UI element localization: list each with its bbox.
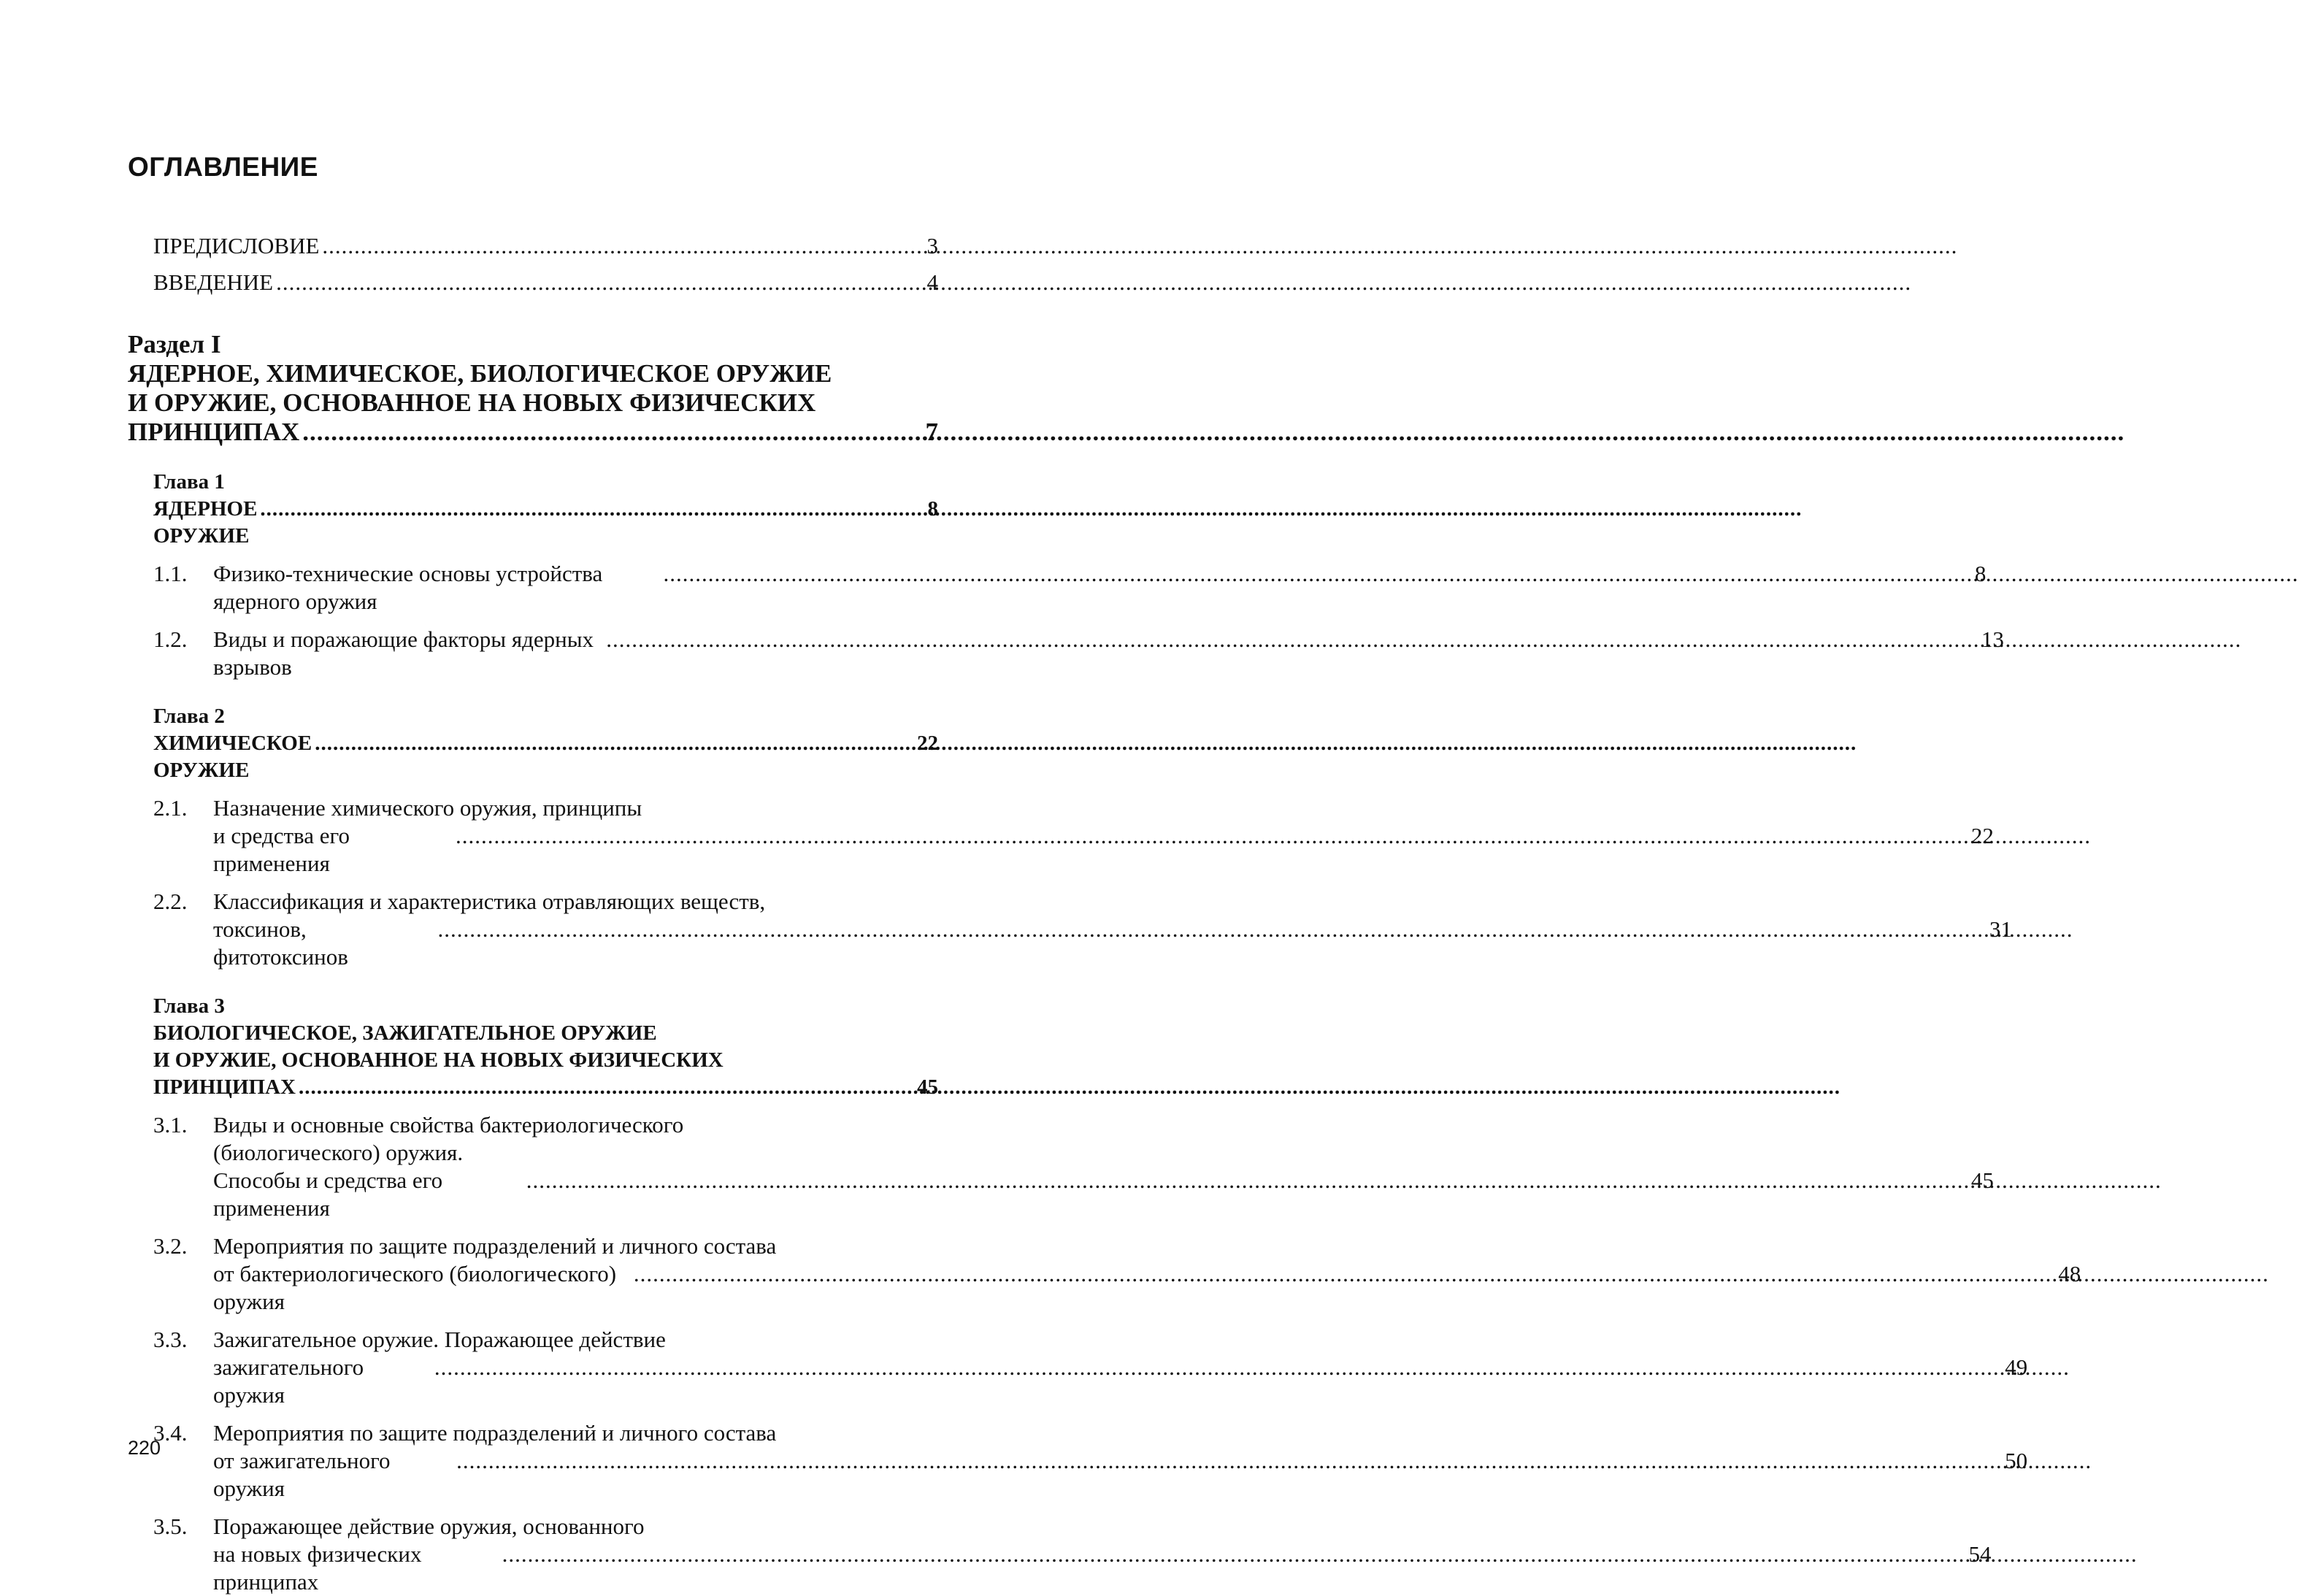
item-page: 22 bbox=[1970, 823, 1994, 848]
item-page: 54 bbox=[1968, 1541, 1992, 1567]
leader-dots bbox=[606, 626, 1978, 653]
section-title-line: ЯДЕРНОЕ, ХИМИЧЕСКОЕ, БИОЛОГИЧЕСКОЕ ОРУЖИЕ bbox=[128, 359, 832, 388]
item-title-line: Физико-технические основы устройства ядерного оружия bbox=[213, 561, 603, 614]
chapter-heading: Глава 3 bbox=[153, 994, 225, 1018]
toc-chapter-3[interactable] bbox=[153, 993, 2081, 1596]
toc-entry-preface[interactable] bbox=[128, 232, 938, 260]
table-of-contents bbox=[128, 232, 2081, 1596]
item-title-line: Зажигательное оружие. Поражающее действие bbox=[213, 1327, 666, 1352]
chapter-title-line: ЯДЕРНОЕ ОРУЖИЕ bbox=[153, 497, 258, 548]
toc-entry-page: 3 bbox=[926, 233, 938, 258]
item-title-line: зажигательного оружия bbox=[213, 1354, 364, 1408]
item-title-line: на новых физических принципах bbox=[213, 1541, 422, 1595]
leader-dots bbox=[437, 916, 1986, 943]
toc-entry-page: 4 bbox=[926, 269, 938, 295]
item-title-line: от зажигательного оружия bbox=[213, 1448, 391, 1501]
chapter-title-row bbox=[153, 1074, 938, 1101]
chapter-title-row bbox=[153, 496, 938, 550]
section-heading: Раздел I bbox=[128, 330, 221, 358]
item-title-line: Способы и средства его применения bbox=[213, 1167, 443, 1221]
item-number: 3.5. bbox=[153, 1513, 188, 1539]
chapter-title-line: И ОРУЖИЕ, ОСНОВАННОЕ НА НОВЫХ ФИЗИЧЕСКИХ bbox=[153, 1048, 724, 1072]
toc-item-3-3[interactable] bbox=[153, 1326, 2028, 1409]
leader-dots bbox=[260, 496, 924, 523]
item-number: 3.4. bbox=[153, 1420, 188, 1446]
chapter-title-line: ПРИНЦИПАХ bbox=[153, 1075, 296, 1099]
item-title-line: Мероприятия по защите подразделений и личного состава bbox=[213, 1233, 777, 1259]
item-page: 49 bbox=[2005, 1354, 2028, 1380]
toc-item-2-1[interactable] bbox=[153, 794, 1994, 878]
chapter-title-row bbox=[153, 730, 938, 784]
section-title-line: ПРИНЦИПАХ bbox=[128, 418, 300, 446]
section-title-line: И ОРУЖИЕ, ОСНОВАННОЕ НА НОВЫХ ФИЗИЧЕСКИХ bbox=[128, 388, 816, 417]
toc-item-1-1[interactable] bbox=[153, 560, 1987, 615]
chapter-heading: Глава 2 bbox=[153, 705, 225, 728]
item-number: 1.2. bbox=[153, 626, 188, 652]
item-page: 45 bbox=[1970, 1167, 1994, 1193]
toc-entry-label: ПРЕДИСЛОВИЕ bbox=[153, 233, 320, 258]
item-title-line: Мероприятия по защите подразделений и личного состава bbox=[213, 1420, 777, 1446]
toc-chapter-1[interactable] bbox=[153, 469, 2004, 681]
item-page: 8 bbox=[1974, 561, 1987, 586]
chapter-heading: Глава 1 bbox=[153, 470, 225, 494]
item-title-line: Классификация и характеристика отравляющих веществ, bbox=[213, 889, 766, 914]
item-title-line: Виды и поражающие факторы ядерных взрывов bbox=[213, 626, 594, 680]
item-number: 3.1. bbox=[153, 1112, 188, 1137]
item-title-line: токсинов, фитотоксинов bbox=[213, 916, 348, 970]
leader-dots bbox=[276, 269, 924, 296]
item-page: 50 bbox=[2005, 1448, 2028, 1473]
page-title: ОГЛАВЛЕНИЕ bbox=[128, 152, 318, 182]
leader-dots bbox=[299, 1074, 914, 1101]
chapter-page: 8 bbox=[927, 497, 938, 521]
toc-item-3-2[interactable] bbox=[153, 1232, 2081, 1316]
item-page: 31 bbox=[1989, 916, 2012, 942]
item-number: 3.3. bbox=[153, 1327, 188, 1352]
item-number: 2.2. bbox=[153, 889, 188, 914]
item-number: 3.2. bbox=[153, 1233, 188, 1259]
leader-dots bbox=[434, 1354, 2002, 1381]
item-title-line: (биологического) оружия. bbox=[213, 1140, 464, 1165]
leader-dots bbox=[664, 560, 1972, 588]
chapter-title-line: БИОЛОГИЧЕСКОЕ, ЗАЖИГАТЕЛЬНОЕ ОРУЖИЕ bbox=[153, 1021, 657, 1045]
toc-chapter-2[interactable] bbox=[153, 703, 2012, 971]
toc-item-3-1[interactable] bbox=[153, 1111, 1994, 1222]
leader-dots bbox=[526, 1167, 1968, 1194]
toc-entry-introduction[interactable] bbox=[128, 269, 938, 296]
leader-dots bbox=[315, 730, 914, 757]
chapter-page: 22 bbox=[917, 732, 938, 755]
leader-dots bbox=[456, 1447, 2002, 1475]
section-page: 7 bbox=[925, 418, 938, 446]
item-number: 2.1. bbox=[153, 795, 188, 821]
item-page: 13 bbox=[1981, 626, 2004, 652]
leader-dots bbox=[302, 418, 922, 447]
item-title-line: Виды и основные свойства бактериологического bbox=[213, 1112, 684, 1137]
leader-dots bbox=[502, 1541, 1966, 1568]
leader-dots bbox=[634, 1260, 2055, 1288]
item-page: 48 bbox=[2058, 1261, 2081, 1286]
toc-entry-label: ВВЕДЕНИЕ bbox=[153, 269, 274, 295]
page-number: 220 bbox=[128, 1437, 161, 1459]
item-title-line: Назначение химического оружия, принципы bbox=[213, 795, 642, 821]
toc-item-3-5[interactable] bbox=[153, 1513, 1992, 1596]
toc-item-2-2[interactable] bbox=[153, 888, 2012, 971]
item-title-line: и средства его применения bbox=[213, 823, 350, 876]
item-title-line: Поражающее действие оружия, основанного bbox=[213, 1513, 645, 1539]
section-title-last-line bbox=[128, 418, 938, 447]
toc-item-1-2[interactable] bbox=[153, 626, 2004, 681]
chapter-page: 45 bbox=[917, 1075, 938, 1099]
leader-dots bbox=[322, 232, 924, 260]
leader-dots bbox=[456, 822, 1968, 850]
item-title-line: от бактериологического (биологического) оружия bbox=[213, 1261, 617, 1314]
item-number: 1.1. bbox=[153, 561, 188, 586]
toc-item-3-4[interactable] bbox=[153, 1419, 2028, 1503]
chapter-title-line: ХИМИЧЕСКОЕ ОРУЖИЕ bbox=[153, 732, 312, 782]
toc-section-1[interactable] bbox=[128, 330, 938, 447]
